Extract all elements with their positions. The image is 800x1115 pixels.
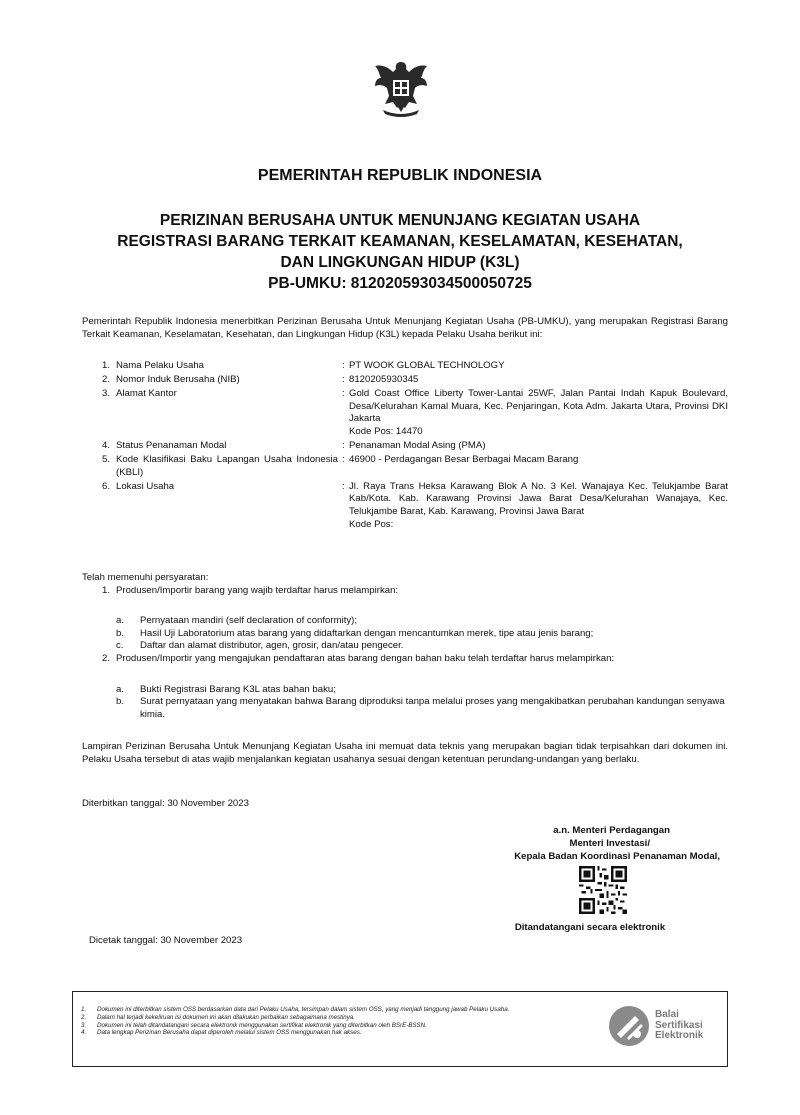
field-colon: :	[342, 360, 345, 371]
requirement-number: 2.	[101, 652, 110, 664]
sub-requirement	[116, 640, 728, 653]
signature-line: Kepala Badan Koordinasi Penanaman Modal,	[514, 851, 720, 862]
electronic-signature-note: Ditandatangani secara elektronik	[514, 922, 666, 933]
footer-note	[81, 1022, 611, 1030]
note-number: 1.	[81, 1006, 87, 1013]
field-row	[82, 440, 728, 453]
footer-box	[72, 991, 728, 1067]
field-number: 4.	[101, 440, 110, 452]
field-row	[82, 374, 728, 387]
sub-text: Surat pernyataan yang menyatakan bahwa Barang diproduksi tanpa melalui proses yang mengakibatkan perubahan kandungan senyawa kimia.	[140, 696, 725, 720]
requirement-item	[82, 585, 728, 598]
permit-number: PB-UMKU: 812020593034500050725	[268, 275, 532, 292]
office-postal-code: Kode Pos: 14470	[349, 425, 423, 437]
bse-logo	[607, 1004, 723, 1050]
field-number: 6.	[101, 480, 110, 492]
sub-requirement	[116, 628, 728, 641]
closing-paragraph: Lampiran Perizinan Berusaha Untuk Menunjang Kegiatan Usaha ini memuat data teknis yang merupakan bagian tidak terpisahkan dari dokumen ini. Pelaku Usaha tersebut di atas wajib menjalankan kegiatan usahanya sesuai dengan ketentuan perundang-undangan yang berlaku.	[82, 741, 728, 765]
sub-text: Hasil Uji Laboratorium atas barang yang didaftarkan dengan mencantumkan merek, tipe atau jenis barang;	[140, 627, 594, 639]
qr-code-icon	[579, 866, 627, 914]
field-value	[349, 481, 728, 531]
footer-note	[81, 1006, 611, 1014]
field-number: 3.	[101, 388, 110, 400]
field-label: Nama Pelaku Usaha	[116, 360, 204, 371]
garuda-emblem-icon	[371, 56, 431, 122]
field-label: Kode Klasifikasi Baku Lapangan Usaha Indonesia (KBLI)	[116, 454, 338, 478]
requirements-section	[82, 572, 728, 721]
field-value	[349, 388, 728, 438]
field-number: 5.	[101, 454, 110, 466]
field-colon: :	[342, 440, 345, 452]
government-heading: PEMERINTAH REPUBLIK INDONESIA	[257, 167, 543, 184]
field-value: 46900 - Perdagangan Besar Berbagai Macam Barang	[349, 454, 579, 466]
field-row	[82, 388, 728, 438]
requirements-intro: Telah memenuhi persyaratan:	[82, 572, 209, 583]
bse-logo-text	[655, 1010, 703, 1042]
office-address: Gold Coast Office Liberty Tower-Lantai 25WF, Jalan Pantai Indah Kapuk Boulevard, Desa/Kelurahan Kamal Muara, Kec. Penjaringan, Kota Adm. Jakarta Utara, Provinsi DKI Jakarta	[349, 388, 728, 425]
title-line: REGISTRASI BARANG TERKAIT KEAMANAN, KESELAMATAN, KESEHATAN,	[117, 233, 683, 250]
field-colon: :	[342, 480, 345, 492]
signature-block	[470, 824, 720, 863]
field-label: Status Penanaman Modal	[116, 440, 227, 452]
note-number: 2.	[81, 1013, 87, 1021]
signature-line: a.n. Menteri Perdagangan	[553, 825, 670, 836]
bse-line: Balai	[655, 1009, 679, 1020]
issued-date: Diterbitkan tanggal: 30 November 2023	[82, 798, 249, 809]
note-text: Dalam hal terjadi kekeliruan isi dokumen ini akan dilakukan perbaikan sebagaimana mestinya.	[97, 1013, 355, 1021]
sub-letter: b.	[116, 696, 125, 708]
field-value: PT WOOK GLOBAL TECHNOLOGY	[349, 360, 505, 371]
business-fields	[82, 360, 728, 533]
sub-requirement	[116, 615, 728, 628]
bse-line: Sertifikasi	[655, 1019, 703, 1031]
field-label: Lokasi Usaha	[116, 480, 175, 492]
footer-note	[81, 1029, 611, 1037]
signature-line: Menteri Investasi/	[569, 838, 650, 849]
requirement-text: Produsen/Importir barang yang wajib terdaftar harus melampirkan:	[116, 584, 399, 596]
field-row	[82, 481, 728, 531]
requirement-item	[82, 653, 728, 666]
sub-letter: a.	[116, 683, 125, 695]
sub-letter: a.	[116, 615, 125, 627]
note-number: 3.	[81, 1021, 87, 1029]
title-line: PERIZINAN BERUSAHA UNTUK MENUNJANG KEGIATAN USAHA	[159, 212, 641, 229]
printed-date: Dicetak tanggal: 30 November 2023	[89, 935, 243, 946]
note-number: 4.	[81, 1029, 87, 1037]
sub-text: Bukti Registrasi Barang K3L atas bahan baku;	[140, 683, 336, 695]
business-location: Jl. Raya Trans Heksa Karawang Blok A No. 3 Kel. Wanajaya Kec. Telukjambe Barat Kab/Kota. Kab. Karawang Provinsi Jawa Barat Desa/Kelurahan Wanajaya, Kec. Telukjambe Barat, Kab. Karawang, Provinsi Jawa Barat	[349, 480, 728, 518]
note-text: Data lengkap Perizinan Berusaha dapat diperoleh melalui sistem OSS menggunakan hak akses.	[97, 1029, 362, 1037]
field-label: Nomor Induk Berusaha (NIB)	[116, 374, 240, 386]
sub-text: Pernyataan mandiri (self declaration of conformity);	[140, 615, 358, 627]
field-colon: :	[342, 388, 345, 400]
footer-notes	[81, 1006, 611, 1037]
intro-paragraph: Pemerintah Republik Indonesia menerbitkan Perizinan Berusaha Untuk Menunjang Kegiatan Usaha (PB-UMKU), yang merupakan Registrasi Barang Terkait Keamanan, Keselamatan, Kesehatan, dan Lingkungan Hidup (K3L) kepada Pelaku Usaha berikut ini:	[82, 316, 728, 340]
requirement-text: Produsen/Importir yang mengajukan pendaftaran atas barang dengan bahan baku telah terdaftar harus melampirkan:	[116, 652, 615, 664]
field-number: 1.	[101, 360, 110, 371]
field-number: 2.	[101, 374, 110, 386]
note-text: Dokumen ini diterbitkan sistem OSS berdasarkan data dari Pelaku Usaha, tersimpan dalam sistem OSS, yang menjadi tanggung jawab Pelaku Usaha.	[97, 1006, 510, 1013]
sub-letter: b.	[116, 627, 125, 639]
title-line: DAN LINGKUNGAN HIDUP (K3L)	[280, 254, 520, 271]
requirement-number: 1.	[101, 584, 110, 596]
field-value: Penanaman Modal Asing (PMA)	[349, 440, 486, 452]
field-label: Alamat Kantor	[116, 388, 177, 400]
field-colon: :	[342, 374, 345, 386]
bse-logo-icon	[607, 1004, 651, 1048]
sub-requirement	[116, 696, 728, 721]
field-row	[82, 360, 728, 373]
sub-text: Daftar dan alamat distributor, agen, grosir, dan/atau pengecer.	[140, 640, 404, 652]
bse-line: Elektronik	[655, 1030, 704, 1041]
footer-note	[81, 1014, 611, 1022]
field-value: 8120205930345	[349, 374, 419, 386]
location-postal-code: Kode Pos:	[349, 518, 394, 530]
sub-letter: c.	[116, 640, 124, 652]
sub-requirement	[116, 684, 728, 697]
permit-title	[0, 210, 800, 294]
field-colon: :	[342, 454, 345, 466]
note-text: Dokumen ini telah ditandatangani secara elektronik menggunakan sertifikat elektronik yang diterbitkan oleh BSrE-BSSN.	[97, 1021, 427, 1029]
field-row	[82, 454, 728, 479]
